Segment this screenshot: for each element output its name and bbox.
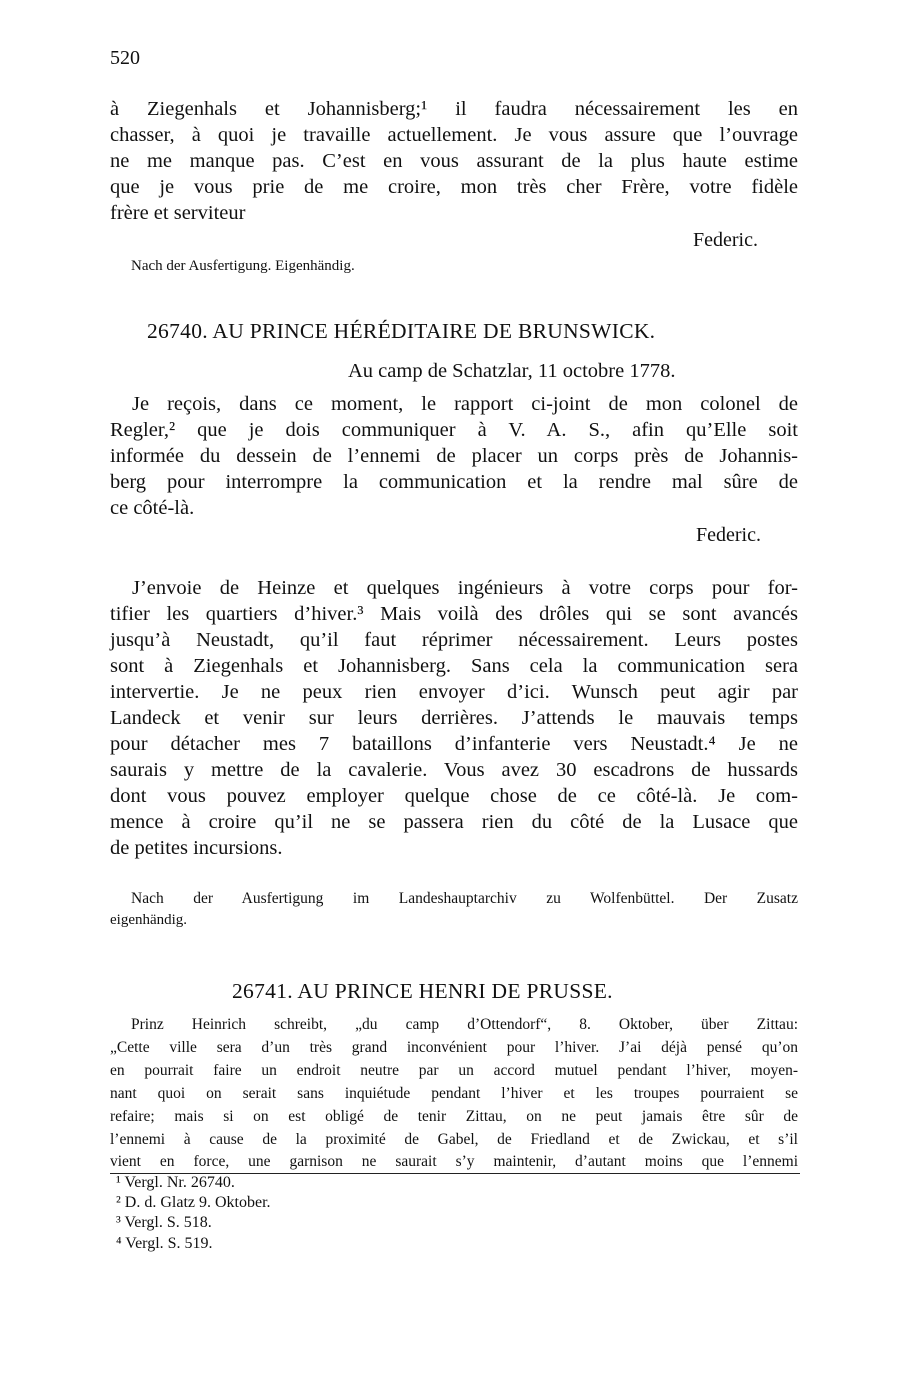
text-line: ce côté-là. bbox=[110, 497, 195, 519]
text-line: tifier les quartiers d’hiver.³ Mais voilà des drôles qui se sont avancés bbox=[110, 603, 798, 625]
letter-heading: 26741. AU PRINCE HENRI DE PRUSSE. bbox=[232, 979, 613, 1003]
text-line: l’ennemi à cause de la proximité de Gabel, de Friedland et de Zwickau, et s’il bbox=[110, 1131, 798, 1148]
footnote: ³ Vergl. S. 518. bbox=[116, 1214, 212, 1231]
footnote: ² D. d. Glatz 9. Oktober. bbox=[116, 1194, 271, 1211]
text-line: chasser, à quoi je travaille actuellement. Je vous assure que l’ouvrage bbox=[110, 124, 798, 146]
text-line: Prinz Heinrich schreibt, „du camp d’Ottendorf“, 8. Oktober, über Zittau: bbox=[131, 1016, 798, 1033]
text-line: pour détacher mes 7 bataillons d’infanterie vers Neustadt.⁴ Je ne bbox=[110, 733, 798, 755]
page-number: 520 bbox=[110, 47, 140, 69]
text-line: Regler,² que je dois communiquer à V. A. S., afin qu’Elle soit bbox=[110, 419, 798, 441]
source-note: Nach der Ausfertigung. Eigenhändig. bbox=[131, 258, 355, 274]
text-line: Je reçois, dans ce moment, le rapport ci-joint de mon colonel de bbox=[132, 393, 798, 415]
dateline: Au camp de Schatzlar, 11 octobre 1778. bbox=[348, 360, 676, 382]
text-line: mence à croire qu’il ne se passera rien du côté de la Lusace que bbox=[110, 811, 798, 833]
text-line: ne me manque pas. C’est en vous assurant de la plus haute estime bbox=[110, 150, 798, 172]
text-line: dont vous pouvez employer quelque chose de ce côté-là. Je com- bbox=[110, 785, 798, 807]
text-line: „Cette ville sera d’un très grand inconvénient pour l’hiver. J’ai déjà pensé qu’on bbox=[110, 1039, 798, 1056]
text-line: berg pour interrompre la communication et la rendre mal sûre de bbox=[110, 471, 798, 493]
footnote: ¹ Vergl. Nr. 26740. bbox=[116, 1174, 235, 1191]
text-line: intervertie. Je ne peux rien envoyer d’ici. Wunsch peut agir par bbox=[110, 681, 798, 703]
text-line: refaire; mais si on est obligé de tenir Zittau, on ne peut jamais être sûr de bbox=[110, 1108, 798, 1125]
text-line: vient en force, une garnison ne saurait s’y maintenir, d’autant moins que l’ennemi bbox=[110, 1153, 798, 1170]
signature: Federic. bbox=[693, 229, 758, 251]
letter-heading: 26740. AU PRINCE HÉRÉDITAIRE DE BRUNSWICK. bbox=[147, 319, 656, 343]
text-line: saurais y mettre de la cavalerie. Vous avez 30 escadrons de hussards bbox=[110, 759, 798, 781]
signature: Federic. bbox=[696, 524, 761, 546]
text-line: J’envoie de Heinze et quelques ingénieurs à votre corps pour for- bbox=[132, 577, 798, 599]
text-line: sont à Ziegenhals et Johannisberg. Sans cela la communication sera bbox=[110, 655, 798, 677]
source-note-line: Nach der Ausfertigung im Landeshauptarchiv zu Wolfenbüttel. Der Zusatz bbox=[131, 890, 798, 907]
text-line: frère et serviteur bbox=[110, 202, 246, 224]
text-line: que je vous prie de me croire, mon très cher Frère, votre fidèle bbox=[110, 176, 798, 198]
footnote: ⁴ Vergl. S. 519. bbox=[116, 1235, 213, 1252]
text-line: jusqu’à Neustadt, qu’il faut réprimer nécessairement. Leurs postes bbox=[110, 629, 798, 651]
text-line: à Ziegenhals et Johannisberg;¹ il faudra nécessairement les en bbox=[110, 98, 798, 120]
text-line: en pourrait faire un endroit neutre par un accord mutuel pendant l’hiver, moyen- bbox=[110, 1062, 798, 1079]
text-line: informée du dessein de l’ennemi de placer un corps près de Johannis- bbox=[110, 445, 798, 467]
text-line: de petites incursions. bbox=[110, 837, 283, 859]
source-note-line: eigenhändig. bbox=[110, 912, 188, 928]
text-line: nant quoi on serait sans inquiétude pendant l’hiver et les troupes pourraient se bbox=[110, 1085, 798, 1102]
text-line: Landeck et venir sur leurs derrières. J’attends le mauvais temps bbox=[110, 707, 798, 729]
